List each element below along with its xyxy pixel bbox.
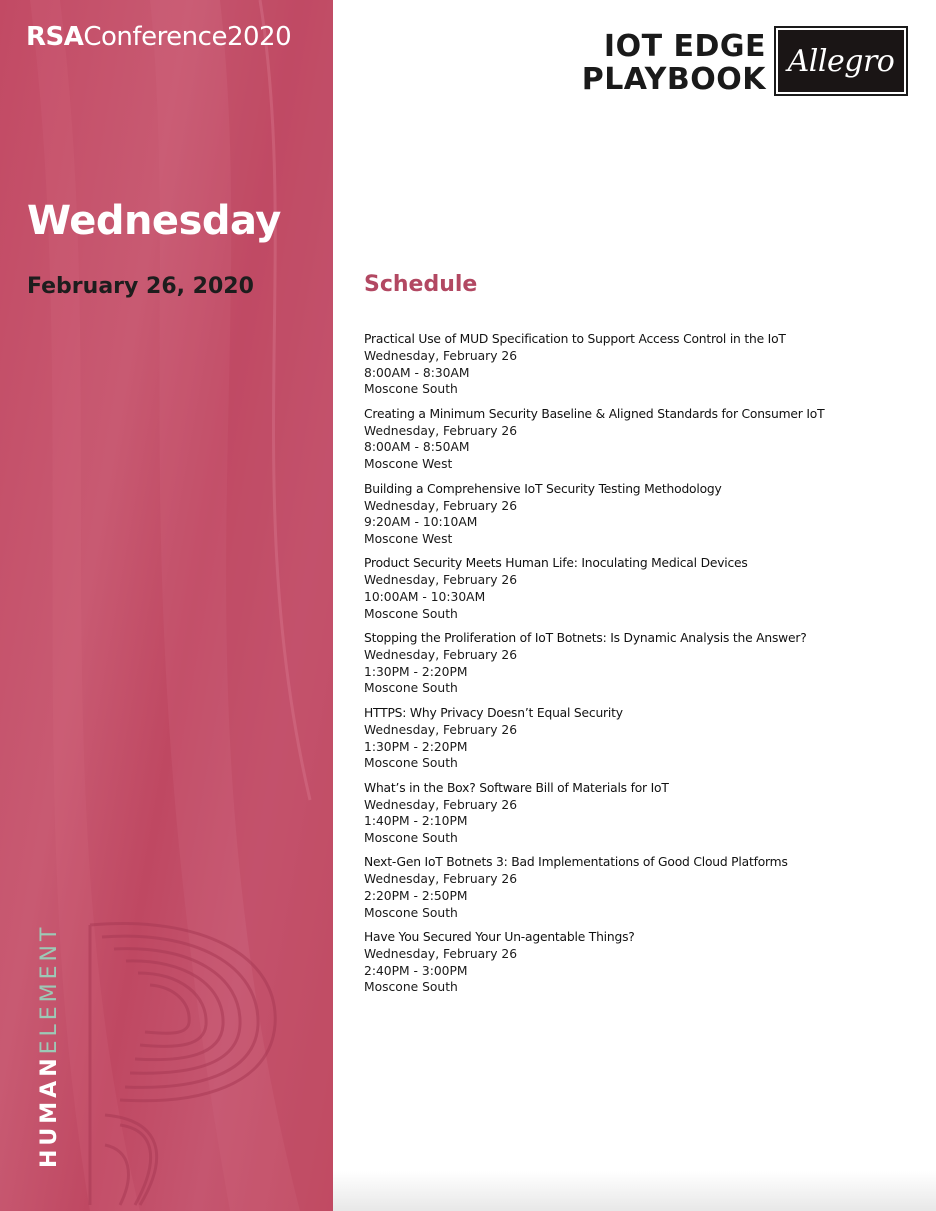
session-day: Wednesday, February 26 xyxy=(364,349,518,363)
session-item xyxy=(364,406,884,473)
session-location: Moscone West xyxy=(364,456,453,471)
fingerprint-graphic xyxy=(80,915,290,1211)
logo-conference: Conference2020 xyxy=(83,22,292,52)
session-location: Moscone South xyxy=(364,756,458,771)
playbook-title-line1: IOT EDGE xyxy=(603,29,766,64)
playbook-title xyxy=(582,30,766,96)
session-time: 1:30PM - 2:20PM xyxy=(364,664,468,679)
page-bottom-shadow xyxy=(333,1171,936,1211)
session-location: Moscone South xyxy=(364,681,458,696)
session-item xyxy=(364,331,884,398)
session-item xyxy=(364,705,884,772)
session-title: What’s in the Box? Software Bill of Materials for IoT xyxy=(364,780,669,795)
session-time: 9:20AM - 10:10AM xyxy=(364,515,478,530)
session-time: 2:20PM - 2:50PM xyxy=(364,889,468,904)
session-location: Moscone South xyxy=(364,905,458,920)
session-item xyxy=(364,555,884,622)
session-item xyxy=(364,630,884,697)
sidebar-panel xyxy=(0,0,333,1211)
session-title: Have You Secured Your Un-agentable Things? xyxy=(364,930,635,945)
date-title: February 26, 2020 xyxy=(27,274,254,299)
logo-rsa: RSA xyxy=(26,22,84,52)
session-location: Moscone South xyxy=(364,606,458,621)
schedule-heading: Schedule xyxy=(364,272,478,297)
session-day: Wednesday, February 26 xyxy=(364,423,518,438)
session-item xyxy=(364,929,884,996)
session-day: Wednesday, February 26 xyxy=(364,947,518,962)
allegro-logo-text: Allegro xyxy=(778,30,904,92)
session-time: 8:00AM - 8:50AM xyxy=(364,440,470,455)
session-item xyxy=(364,780,884,847)
session-item xyxy=(364,481,884,548)
session-day: Wednesday, February 26 xyxy=(364,573,518,588)
session-time: 1:40PM - 2:10PM xyxy=(364,814,468,829)
session-title: Next-Gen IoT Botnets 3: Bad Implementations of Good Cloud Platforms xyxy=(364,855,788,870)
session-day: Wednesday, February 26 xyxy=(364,498,518,513)
session-title: Product Security Meets Human Life: Inoculating Medical Devices xyxy=(364,556,748,571)
session-title: Practical Use of MUD Specification to Support Access Control in the IoT xyxy=(364,332,786,346)
allegro-logo xyxy=(774,26,908,96)
session-location: Moscone West xyxy=(364,531,453,546)
rsa-conference-logo xyxy=(26,22,291,52)
session-location: Moscone South xyxy=(364,382,458,397)
session-list xyxy=(364,331,884,1004)
session-time: 1:30PM - 2:20PM xyxy=(364,739,468,754)
session-day: Wednesday, February 26 xyxy=(364,648,518,663)
session-day: Wednesday, February 26 xyxy=(364,872,518,887)
session-location: Moscone South xyxy=(364,830,458,845)
element-text: ELEMENT xyxy=(37,923,62,1055)
session-time: 10:00AM - 10:30AM xyxy=(364,589,486,604)
human-element-mark xyxy=(37,924,62,1168)
session-title: Creating a Minimum Security Baseline & Aligned Standards for Consumer IoT xyxy=(364,406,825,421)
session-day: Wednesday, February 26 xyxy=(364,797,518,812)
session-title: HTTPS: Why Privacy Doesn’t Equal Security xyxy=(364,705,623,720)
day-title: Wednesday xyxy=(27,198,281,244)
session-title: Stopping the Proliferation of IoT Botnets: Is Dynamic Analysis the Answer? xyxy=(364,631,807,646)
session-item xyxy=(364,854,884,921)
playbook-title-line2: PLAYBOOK xyxy=(581,62,766,97)
session-title: Building a Comprehensive IoT Security Testing Methodology xyxy=(364,481,722,496)
session-time: 8:00AM - 8:30AM xyxy=(364,365,470,380)
session-time: 2:40PM - 3:00PM xyxy=(364,963,468,978)
session-day: Wednesday, February 26 xyxy=(364,722,518,737)
session-location: Moscone South xyxy=(364,980,458,995)
human-text: HUMAN xyxy=(37,1054,62,1168)
